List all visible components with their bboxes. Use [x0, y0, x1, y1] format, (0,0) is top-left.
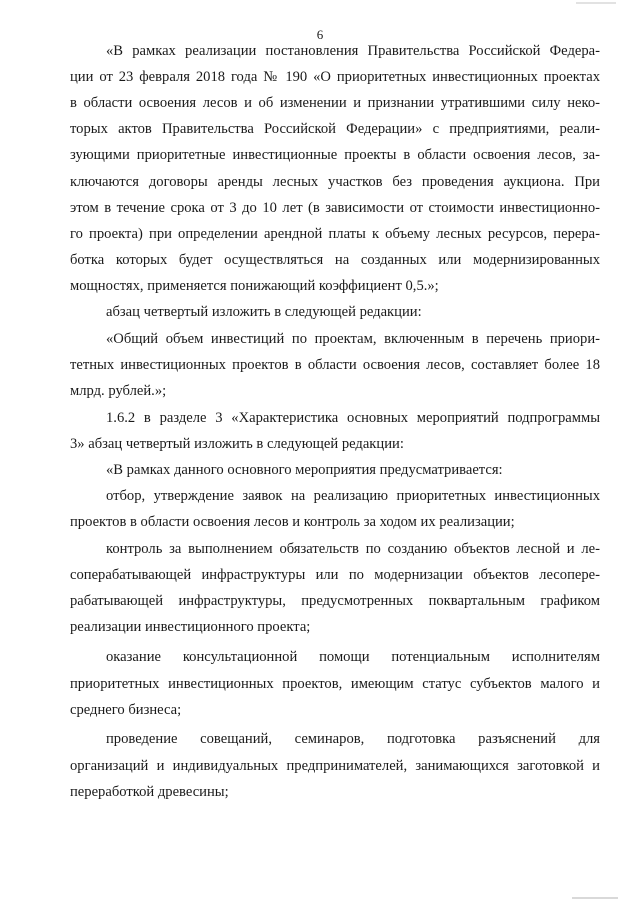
- text-line: организаций и индивидуальных предпринимателей, занимающихся заготовкой и: [70, 758, 600, 774]
- text-line: 1.6.2 в разделе 3 «Характеристика основных мероприятий подпрограммы: [106, 410, 600, 426]
- text-line: «В рамках данного основного мероприятия предусматривается:: [106, 462, 503, 478]
- text-line: этом в течение срока от 3 до 10 лет (в зависимости от стоимости инвестиционно-: [70, 200, 600, 216]
- text-line: отбор, утверждение заявок на реализацию приоритетных инвестиционных: [106, 488, 600, 504]
- text-line: «В рамках реализации постановления Правительства Российской Федера-: [106, 43, 600, 59]
- text-line: среднего бизнеса;: [70, 702, 182, 718]
- text-line: соперабатывающей инфраструктуры или по модернизации объектов лесопере-: [70, 567, 600, 583]
- text-line: ключаются договоры аренды лесных участков без проведения аукциона. При: [70, 174, 600, 190]
- page-number: 6: [316, 27, 324, 42]
- text-line: проектов в области освоения лесов и контроль за ходом их реализации;: [70, 514, 515, 530]
- scan-edge-mark: [572, 897, 618, 899]
- text-line: млрд. рублей.»;: [70, 383, 167, 399]
- text-line: 3» абзац четвертый изложить в следующей редакции:: [70, 436, 404, 452]
- text-line: торых актов Правительства Российской Федерации» с предприятиями, реали-: [70, 121, 600, 137]
- text-line: «Общий объем инвестиций по проектам, включенным в перечень приори-: [106, 331, 600, 347]
- text-line: абзац четвертый изложить в следующей редакции:: [106, 304, 422, 320]
- text-line: го проекта) при определении арендной платы к объему лесных ресурсов, перера-: [70, 226, 600, 242]
- text-line: в области освоения лесов и об изменении и признании утратившими силу неко-: [70, 95, 600, 111]
- text-line: проведение совещаний, семинаров, подготовка разъяснений для: [106, 731, 600, 747]
- text-line: контроль за выполнением обязательств по созданию объектов лесной и ле-: [106, 541, 600, 557]
- text-line: мощностях, применяется понижающий коэффициент 0,5.»;: [70, 278, 439, 294]
- text-line: ции от 23 февраля 2018 года № 190 «О приоритетных инвестиционных проектах: [70, 69, 600, 85]
- text-line: оказание консультационной помощи потенциальным исполнителям: [106, 649, 600, 665]
- text-line: рабатывающей инфраструктуры, предусмотренных поквартальным графиком: [70, 593, 600, 609]
- text-line: ботка которых будет осуществляться на созданных или модернизированных: [70, 252, 600, 268]
- text-line: переработкой древесины;: [70, 784, 229, 800]
- text-line: реализации инвестиционного проекта;: [70, 619, 311, 635]
- text-line: зующими приоритетные инвестиционные проекты в области освоения лесов, за-: [70, 147, 600, 163]
- text-line: приоритетных инвестиционных проектов, имеющим статус субъектов малого и: [70, 676, 600, 692]
- scan-edge-mark: [576, 2, 616, 4]
- text-line: тетных инвестиционных проектов в области освоения лесов, составляет более 18: [70, 357, 600, 373]
